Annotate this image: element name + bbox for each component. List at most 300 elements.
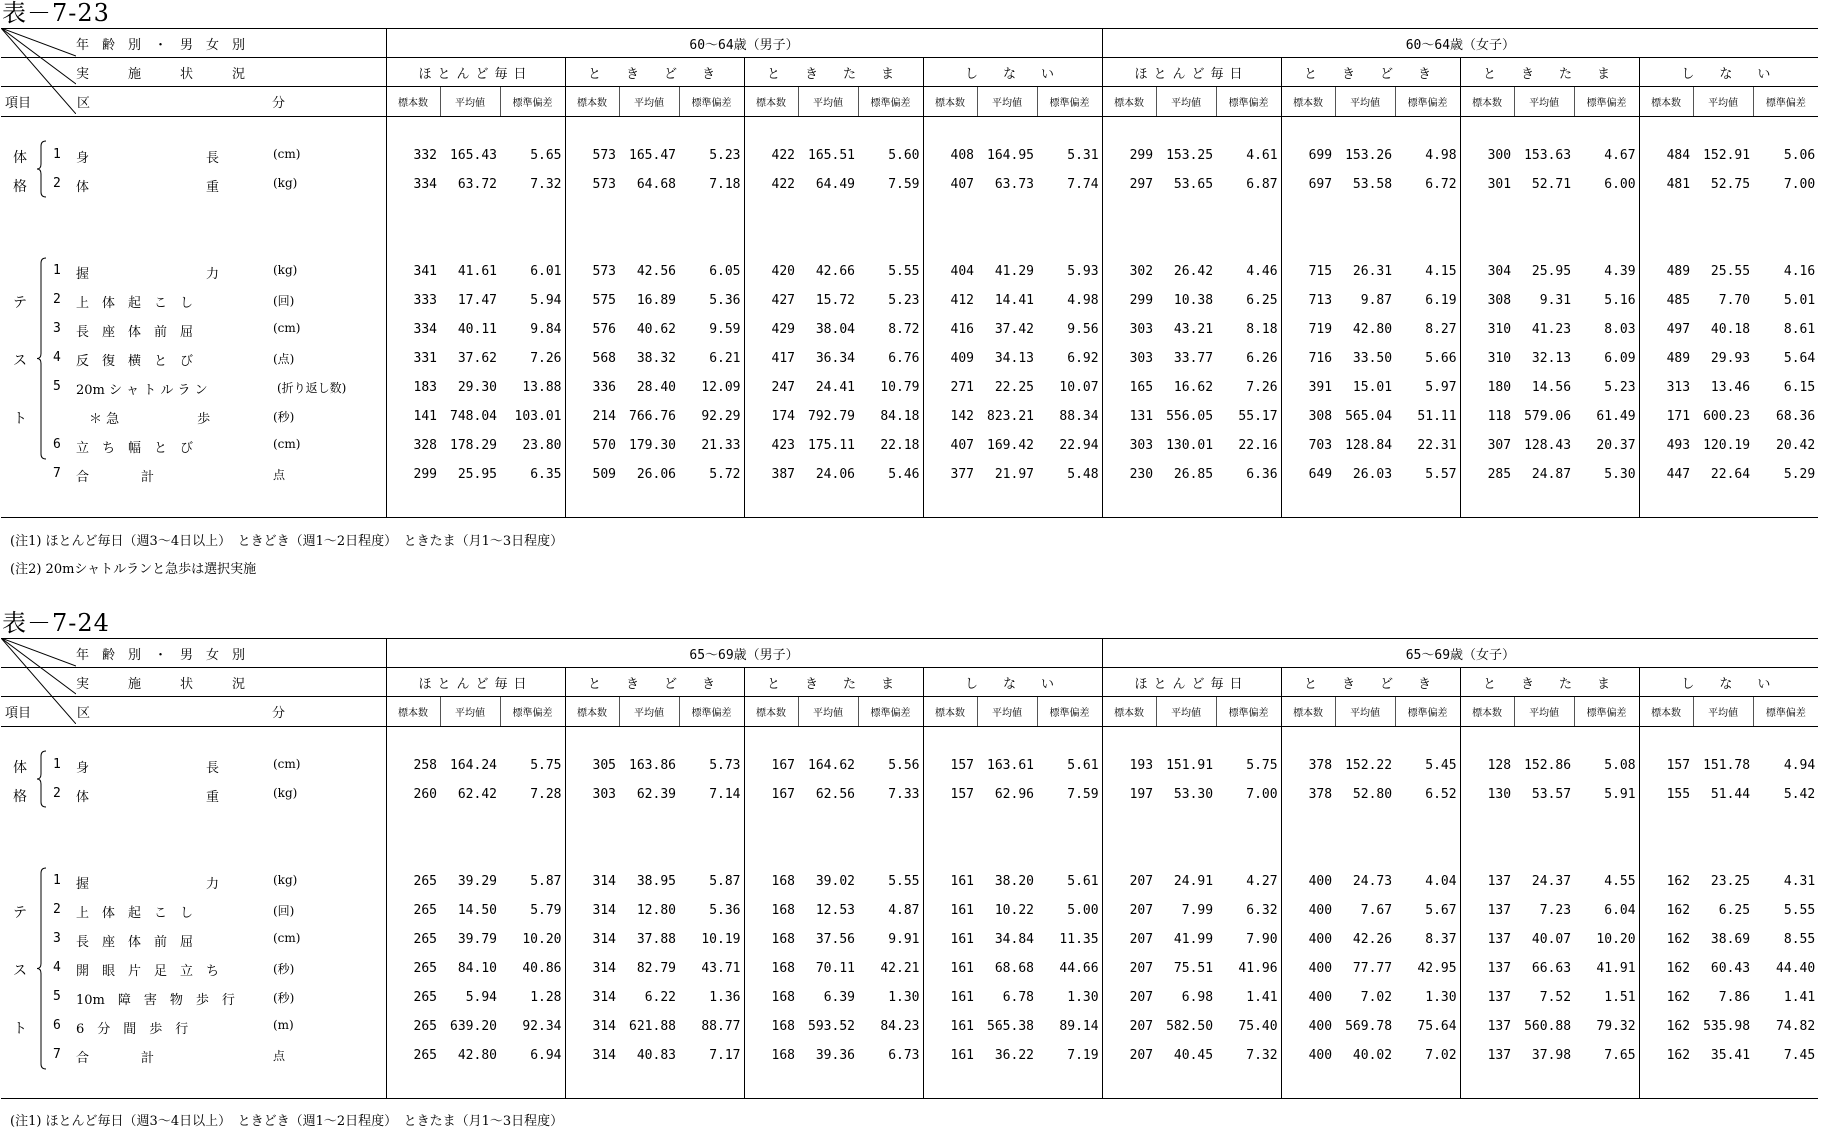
value-mean: 28.40: [636, 380, 676, 395]
note-1-first: (注1) ほとんど毎日（週3～4日以上） ときどき（週1～2日程度） ときたま（月1～3日程度）: [10, 534, 564, 549]
status-col-6: と き た ま: [1460, 668, 1639, 697]
spacer-cell: [1281, 727, 1335, 752]
spacer-cell: [440, 117, 500, 142]
status-col-0: ほとんど毎日: [386, 668, 565, 697]
value-mean: 14.50: [457, 903, 497, 918]
note-1-second: (注1) ほとんど毎日（週3～4日以上） ときどき（週1～2日程度） ときたま（月1～3日程度）: [10, 1114, 564, 1129]
column-header-stat_n: 標本数: [1281, 87, 1335, 117]
spacer: [1, 117, 386, 142]
value-mean: 7.67: [1360, 903, 1393, 918]
value-mean: 70.11: [815, 961, 855, 976]
row-number: 3: [53, 931, 61, 946]
spacer-cell: [744, 199, 798, 257]
spacer: [1, 199, 386, 257]
value-sd: 84.18: [880, 409, 920, 424]
value-mean: 29.93: [1710, 351, 1751, 366]
value-n: 167: [744, 780, 798, 809]
value-sd: 9.59: [709, 322, 741, 337]
value-n: 333: [386, 286, 440, 315]
value-sd: 6.15: [1783, 380, 1816, 395]
value-sd: 6.73: [888, 1048, 920, 1063]
value-mean: 24.37: [1531, 874, 1572, 889]
spacer-cell: [1753, 1070, 1818, 1099]
spacer-cell: [1281, 1070, 1335, 1099]
row-name: 身 長: [76, 761, 220, 776]
value-sd: 6.76: [888, 351, 920, 366]
value-sd: 1.41: [1783, 990, 1816, 1005]
value-mean: 36.34: [815, 351, 855, 366]
value-mean: 164.95: [987, 148, 1034, 163]
value-sd: 4.87: [888, 903, 920, 918]
value-mean: 560.88: [1524, 1019, 1572, 1034]
value-n: 400: [1281, 954, 1335, 983]
value-mean: 7.86: [1718, 990, 1751, 1005]
group-male-header: 65～69歳（男子）: [386, 639, 1102, 668]
column-header-stat_mean: 平均値: [1156, 697, 1216, 727]
value-sd: 1.30: [888, 990, 920, 1005]
spacer-cell: [386, 1070, 440, 1099]
value-mean: 64.49: [815, 177, 855, 192]
value-sd: 21.33: [701, 438, 741, 453]
spacer-cell: [619, 199, 679, 257]
value-n: 408: [923, 141, 977, 170]
value-n: 207: [1102, 896, 1156, 925]
row-label: [1, 1012, 386, 1041]
spacer-cell: [619, 489, 679, 518]
value-mean: 38.69: [1710, 932, 1751, 947]
value-n: 197: [1102, 780, 1156, 809]
value-n: 271: [923, 373, 977, 402]
spacer-cell: [744, 117, 798, 142]
row-unit: (cm): [273, 757, 301, 771]
spacer-cell: [1574, 809, 1639, 867]
value-mean: 42.56: [636, 264, 676, 279]
category-char: 体: [13, 760, 27, 776]
value-mean: 7.23: [1539, 903, 1572, 918]
value-sd: 6.32: [1246, 903, 1278, 918]
row-name: 10m 障 害 物 歩 行: [76, 993, 235, 1008]
value-n: 314: [565, 867, 619, 896]
value-mean: 38.04: [815, 322, 855, 337]
value-sd: 7.28: [530, 787, 562, 802]
value-n: 168: [744, 954, 798, 983]
value-sd: 22.18: [880, 438, 920, 453]
value-n: 183: [386, 373, 440, 402]
value-sd: 4.31: [1783, 874, 1816, 889]
spacer-cell: [1574, 727, 1639, 752]
value-mean: 593.52: [808, 1019, 855, 1034]
value-mean: 163.86: [629, 758, 676, 773]
value-mean: 41.61: [457, 264, 497, 279]
spacer-cell: [500, 489, 565, 518]
value-sd: 22.94: [1059, 438, 1099, 453]
value-n: 137: [1460, 896, 1514, 925]
value-sd: 5.91: [1604, 787, 1636, 802]
value-sd: 5.94: [530, 293, 562, 308]
value-mean: 10.38: [1173, 293, 1214, 308]
spacer-cell: [977, 809, 1037, 867]
row-name: 握 力: [76, 877, 220, 892]
row-number: 6: [53, 1018, 61, 1033]
row-number: 5: [53, 989, 61, 1004]
value-mean: 15.01: [1352, 380, 1393, 395]
value-n: 137: [1460, 1012, 1514, 1041]
spacer-cell: [1693, 1070, 1753, 1099]
value-mean: 579.06: [1524, 409, 1572, 424]
value-mean: 37.98: [1531, 1048, 1572, 1063]
value-sd: 6.00: [1604, 177, 1636, 192]
value-mean: 84.10: [457, 961, 497, 976]
value-sd: 5.93: [1067, 264, 1099, 279]
value-sd: 4.27: [1246, 874, 1278, 889]
value-sd: 6.72: [1425, 177, 1457, 192]
value-mean: 130.01: [1166, 438, 1214, 453]
value-n: 412: [923, 286, 977, 315]
column-header-stat_mean: 平均値: [1335, 697, 1395, 727]
spacer-cell: [923, 809, 977, 867]
spacer-cell: [977, 727, 1037, 752]
value-n: 303: [1102, 431, 1156, 460]
value-sd: 6.36: [1246, 467, 1278, 482]
value-n: 308: [1460, 286, 1514, 315]
row-unit: (秒): [273, 410, 295, 424]
status-label: 実 施 状 況: [76, 66, 246, 82]
status-col-1: と き ど き: [565, 58, 744, 87]
spacer-cell: [923, 489, 977, 518]
value-sd: 20.37: [1596, 438, 1636, 453]
spacer-cell: [1102, 117, 1156, 142]
spacer-cell: [858, 117, 923, 142]
value-sd: 13.88: [522, 380, 562, 395]
value-sd: 5.16: [1604, 293, 1636, 308]
value-mean: 153.63: [1524, 148, 1572, 163]
spacer-cell: [798, 727, 858, 752]
column-header-stat_sd: 標準偏差: [1037, 87, 1102, 117]
value-mean: 24.06: [815, 467, 855, 482]
value-mean: 38.32: [636, 351, 676, 366]
value-n: 576: [565, 315, 619, 344]
value-mean: 33.77: [1173, 351, 1214, 366]
value-mean: 37.42: [994, 322, 1034, 337]
value-n: 162: [1639, 954, 1693, 983]
value-sd: 88.34: [1059, 409, 1099, 424]
header-diagonal-lines: [1, 28, 76, 114]
spacer-cell: [1514, 727, 1574, 752]
value-n: 168: [744, 896, 798, 925]
value-mean: 62.96: [994, 787, 1034, 802]
value-n: 207: [1102, 1041, 1156, 1070]
status-col-2: と き た ま: [744, 668, 923, 697]
spacer-cell: [1156, 489, 1216, 518]
value-sd: 6.01: [530, 264, 562, 279]
spacer-cell: [1156, 1070, 1216, 1099]
value-n: 328: [386, 431, 440, 460]
row-label: [1, 344, 386, 373]
value-n: 161: [923, 954, 977, 983]
value-mean: 26.85: [1173, 467, 1214, 482]
column-header-stat_n: 標本数: [565, 697, 619, 727]
spacer-cell: [500, 1070, 565, 1099]
value-mean: 9.87: [1360, 293, 1393, 308]
status-col-6: と き た ま: [1460, 58, 1639, 87]
spacer-cell: [619, 809, 679, 867]
spacer-cell: [1335, 727, 1395, 752]
spacer-cell: [1216, 727, 1281, 752]
value-mean: 21.97: [994, 467, 1034, 482]
value-n: 168: [744, 925, 798, 954]
spacer-cell: [923, 199, 977, 257]
column-header-stat_mean: 平均値: [1514, 87, 1574, 117]
column-header-stat_mean: 平均値: [440, 87, 500, 117]
value-n: 332: [386, 141, 440, 170]
value-sd: 7.00: [1246, 787, 1278, 802]
value-n: 303: [1102, 315, 1156, 344]
spacer-cell: [1514, 117, 1574, 142]
value-n: 387: [744, 460, 798, 489]
table-row: [1, 431, 1818, 460]
value-n: 697: [1281, 170, 1335, 199]
row-name: 長 座 体 前 屈: [76, 325, 194, 340]
value-sd: 8.37: [1425, 932, 1457, 947]
spacer-cell: [1460, 117, 1514, 142]
value-sd: 92.34: [522, 1019, 562, 1034]
column-header-stat_mean: 平均値: [1693, 697, 1753, 727]
row-name: 上 体 起 こ し: [76, 296, 194, 311]
column-header-stat_n: 標本数: [386, 697, 440, 727]
spacer-cell: [1574, 489, 1639, 518]
spacer-cell: [1693, 809, 1753, 867]
value-sd: 5.36: [709, 293, 741, 308]
category-char: ス: [13, 353, 27, 369]
spacer-cell: [1639, 1070, 1693, 1099]
value-mean: 792.79: [808, 409, 855, 424]
value-sd: 7.32: [530, 177, 562, 192]
value-sd: 5.61: [1067, 874, 1099, 889]
value-sd: 5.46: [888, 467, 920, 482]
spacer-cell: [1102, 809, 1156, 867]
row-label: [1, 431, 386, 460]
test-brace: [36, 257, 48, 460]
column-header-stat_n: 標本数: [923, 87, 977, 117]
row-unit: 点: [273, 468, 286, 482]
value-n: 165: [1102, 373, 1156, 402]
value-mean: 23.25: [1710, 874, 1751, 889]
value-n: 314: [565, 1041, 619, 1070]
value-sd: 5.73: [709, 758, 741, 773]
spacer-cell: [1514, 489, 1574, 518]
value-n: 713: [1281, 286, 1335, 315]
row-number: 2: [53, 786, 61, 801]
column-header-stat_sd: 標準偏差: [858, 697, 923, 727]
value-n: 493: [1639, 431, 1693, 460]
spacer-cell: [923, 1070, 977, 1099]
row-label: [1, 257, 386, 286]
value-sd: 5.66: [1425, 351, 1457, 366]
value-sd: 5.23: [709, 148, 741, 163]
spacer-cell: [1639, 117, 1693, 142]
spacer-cell: [858, 727, 923, 752]
row-number: 4: [53, 350, 61, 365]
value-mean: 163.61: [987, 758, 1034, 773]
row-name: 20m シ ャ ト ル ラ ン: [76, 383, 208, 398]
row-name: 反 復 横 と び: [76, 354, 194, 369]
value-sd: 9.84: [530, 322, 562, 337]
spacer-cell: [1460, 1070, 1514, 1099]
value-mean: 12.53: [815, 903, 855, 918]
row-name: 立 ち 幅 と び: [76, 441, 194, 456]
value-mean: 36.22: [994, 1048, 1034, 1063]
spacer-cell: [386, 489, 440, 518]
value-n: 308: [1281, 402, 1335, 431]
value-sd: 68.36: [1776, 409, 1816, 424]
spacer-cell: [1460, 199, 1514, 257]
value-mean: 38.95: [636, 874, 676, 889]
row-unit: (回): [273, 904, 295, 918]
value-sd: 9.91: [888, 932, 920, 947]
spacer-cell: [1395, 489, 1460, 518]
value-n: 305: [565, 751, 619, 780]
value-n: 417: [744, 344, 798, 373]
table-row: [1, 141, 1818, 170]
value-sd: 5.55: [888, 874, 920, 889]
value-mean: 22.25: [994, 380, 1034, 395]
spacer: [1, 809, 386, 867]
row-name: 上 体 起 こ し: [76, 906, 194, 921]
spacer-cell: [440, 727, 500, 752]
table-row: [1, 867, 1818, 896]
column-header-stat_n: 標本数: [1102, 87, 1156, 117]
category-char: テ: [13, 295, 27, 311]
value-n: 207: [1102, 954, 1156, 983]
value-mean: 16.89: [636, 293, 676, 308]
value-mean: 621.88: [629, 1019, 676, 1034]
item-label: 項目: [5, 706, 32, 721]
value-n: 137: [1460, 925, 1514, 954]
value-sd: 4.16: [1783, 264, 1816, 279]
value-n: 407: [923, 170, 977, 199]
value-mean: 53.30: [1173, 787, 1214, 802]
value-n: 207: [1102, 1012, 1156, 1041]
value-n: 285: [1460, 460, 1514, 489]
value-n: 649: [1281, 460, 1335, 489]
value-n: 265: [386, 954, 440, 983]
value-mean: 62.42: [457, 787, 497, 802]
value-mean: 25.55: [1710, 264, 1751, 279]
value-mean: 62.39: [636, 787, 676, 802]
spacer-cell: [1574, 1070, 1639, 1099]
data-table: [1, 638, 1818, 1099]
body-brace: [36, 140, 48, 198]
value-sd: 75.64: [1417, 1019, 1457, 1034]
value-n: 303: [565, 780, 619, 809]
table-row: [1, 257, 1818, 286]
spacer-cell: [679, 489, 744, 518]
value-sd: 7.19: [1067, 1048, 1099, 1063]
spacer-cell: [858, 1070, 923, 1099]
spacer-cell: [1281, 809, 1335, 867]
value-n: 174: [744, 402, 798, 431]
value-mean: 53.57: [1531, 787, 1572, 802]
category-char: ト: [13, 1021, 27, 1037]
value-mean: 639.20: [450, 1019, 497, 1034]
value-n: 314: [565, 983, 619, 1012]
table-row: [1, 402, 1818, 431]
value-n: 180: [1460, 373, 1514, 402]
value-mean: 53.58: [1352, 177, 1393, 192]
category-char: 格: [13, 789, 27, 805]
value-mean: 569.78: [1345, 1019, 1393, 1034]
value-mean: 7.70: [1718, 293, 1751, 308]
spacer-cell: [565, 809, 619, 867]
value-n: 171: [1639, 402, 1693, 431]
value-n: 314: [565, 925, 619, 954]
spacer: [1, 489, 386, 518]
value-n: 265: [386, 867, 440, 896]
value-n: 378: [1281, 780, 1335, 809]
row-unit: (折り返し数): [277, 381, 347, 395]
value-mean: 43.21: [1173, 322, 1214, 337]
value-mean: 10.22: [994, 903, 1034, 918]
spacer-cell: [500, 727, 565, 752]
spacer-cell: [798, 117, 858, 142]
spacer-cell: [619, 727, 679, 752]
status-col-5: と き ど き: [1281, 58, 1460, 87]
value-mean: 53.65: [1173, 177, 1214, 192]
value-n: 489: [1639, 344, 1693, 373]
spacer-cell: [1753, 199, 1818, 257]
value-sd: 61.49: [1596, 409, 1636, 424]
status-col-3: し な い: [923, 668, 1102, 697]
column-header-stat_sd: 標準偏差: [1037, 697, 1102, 727]
column-header-stat_sd: 標準偏差: [679, 697, 744, 727]
row-name: 6 分 間 歩 行: [76, 1022, 189, 1037]
row-name: 開 眼 片 足 立 ち: [76, 964, 220, 979]
row-name: ＊ 急 歩: [76, 412, 211, 427]
spacer-cell: [1037, 1070, 1102, 1099]
spacer-cell: [1693, 727, 1753, 752]
row-unit: (kg): [273, 873, 298, 887]
value-mean: 68.68: [994, 961, 1034, 976]
value-mean: 535.98: [1703, 1019, 1751, 1034]
value-sd: 5.30: [1604, 467, 1636, 482]
value-n: 162: [1639, 867, 1693, 896]
value-sd: 8.27: [1425, 322, 1457, 337]
row-number: 4: [53, 960, 61, 975]
note-2: (注2) 20mシャトルランと急歩は選択実施: [10, 562, 257, 577]
value-mean: 64.68: [636, 177, 676, 192]
value-mean: 164.24: [450, 758, 497, 773]
row-number: 2: [53, 292, 61, 307]
value-sd: 8.55: [1783, 932, 1816, 947]
value-n: 484: [1639, 141, 1693, 170]
value-sd: 5.42: [1783, 787, 1816, 802]
spacer-cell: [565, 727, 619, 752]
spacer-cell: [1216, 117, 1281, 142]
value-n: 699: [1281, 141, 1335, 170]
value-sd: 5.64: [1783, 351, 1816, 366]
spacer-cell: [1574, 117, 1639, 142]
spacer-cell: [565, 117, 619, 142]
spacer-cell: [1216, 809, 1281, 867]
value-sd: 5.57: [1425, 467, 1457, 482]
spacer-cell: [1281, 117, 1335, 142]
value-mean: 556.05: [1166, 409, 1214, 424]
status-col-5: と き ど き: [1281, 668, 1460, 697]
value-sd: 1.30: [1425, 990, 1457, 1005]
value-mean: 42.66: [815, 264, 855, 279]
value-n: 193: [1102, 751, 1156, 780]
column-header-stat_sd: 標準偏差: [1753, 697, 1818, 727]
